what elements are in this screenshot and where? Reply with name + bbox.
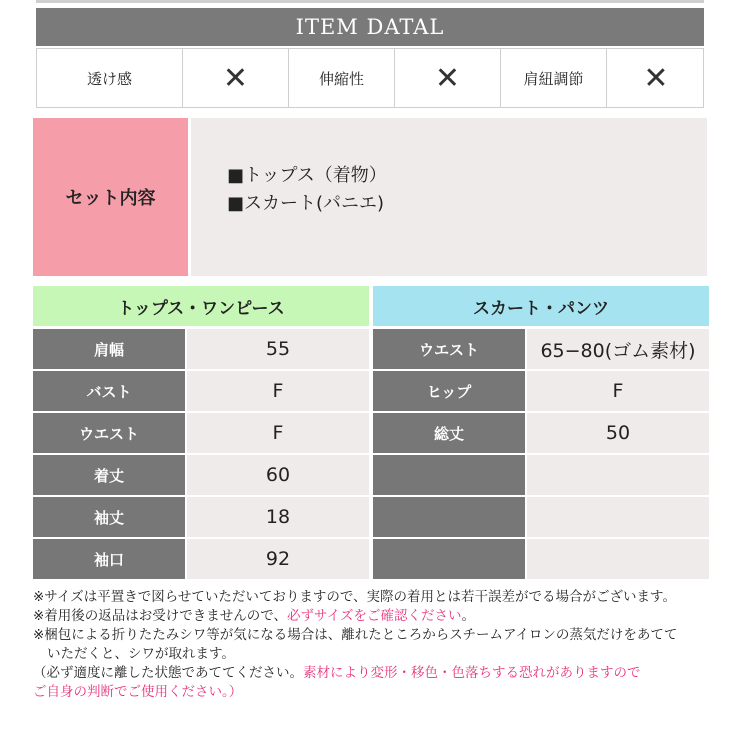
- note-warning: 必ずサイズをご確認ください: [287, 608, 462, 624]
- note-text: 。: [461, 608, 475, 624]
- size-value: F: [527, 371, 709, 411]
- property-label-stretch: 伸縮性: [289, 49, 395, 107]
- note-line: [33, 607, 723, 626]
- note-line: ※サイズは平置きで図らせていただいておりますので、実際の着用とは若干誤差がでる場合がございます。: [33, 589, 676, 605]
- size-label: ヒップ: [373, 371, 525, 411]
- set-item: ■スカート(パニエ): [227, 193, 385, 214]
- table-row: [373, 329, 709, 369]
- table-row: [373, 413, 709, 453]
- skirt-size-header: スカート・パンツ: [373, 286, 709, 326]
- size-value: F: [187, 371, 369, 411]
- tops-size-header: トップス・ワンピース: [33, 286, 369, 326]
- property-value-strap-adjust: [607, 49, 705, 107]
- size-label: 袖丈: [33, 497, 185, 537]
- property-label-transparency: 透け感: [37, 49, 183, 107]
- size-value: 18: [187, 497, 369, 537]
- size-label: ウエスト: [373, 329, 525, 369]
- property-value-transparency: [183, 49, 289, 107]
- size-label: [373, 455, 525, 495]
- size-label: 着丈: [33, 455, 185, 495]
- size-value: [527, 539, 709, 579]
- table-row: [373, 497, 709, 537]
- size-value: 65−80(ゴム素材): [527, 329, 709, 369]
- size-label: [373, 539, 525, 579]
- cross-icon: ✕: [643, 60, 669, 96]
- size-label: [373, 497, 525, 537]
- table-row: [373, 455, 709, 495]
- table-row: [373, 371, 709, 411]
- size-label: 肩幅: [33, 329, 185, 369]
- notes: [33, 588, 723, 702]
- cross-icon: ✕: [434, 60, 461, 96]
- item-detail-header: ITEM DATAL: [36, 8, 704, 46]
- table-row: [373, 539, 709, 579]
- table-row: [33, 497, 369, 537]
- note-line: いただくと、シワが取れます。: [47, 646, 235, 662]
- size-label: バスト: [33, 371, 185, 411]
- properties-table: [36, 48, 704, 108]
- set-contents: [191, 118, 707, 276]
- note-line: [33, 664, 723, 683]
- property-value-stretch: [395, 49, 501, 107]
- note-line: ご自身の判断でご使用ください。）: [33, 684, 243, 700]
- table-row: [33, 455, 369, 495]
- note-line: ※梱包による折りたたみシワ等が気になる場合は、離れたところからスチームアイロンの蒸気だけをあてて: [33, 627, 678, 643]
- size-label: ウエスト: [33, 413, 185, 453]
- set-item: ■トップス（着物）: [227, 165, 387, 186]
- note-text: （必ず適度に離した状態であててください。: [33, 665, 303, 681]
- size-value: [527, 455, 709, 495]
- size-label: 総丈: [373, 413, 525, 453]
- table-row: [33, 413, 369, 453]
- table-row: [33, 539, 369, 579]
- set-contents-label: セット内容: [33, 118, 188, 276]
- cross-icon: ✕: [222, 60, 249, 96]
- table-row: [33, 329, 369, 369]
- size-value: [527, 497, 709, 537]
- top-divider: [36, 0, 704, 3]
- size-value: 92: [187, 539, 369, 579]
- note-warning: 素材により変形・移色・色落ちする恐れがありますので: [303, 665, 641, 681]
- size-value: 55: [187, 329, 369, 369]
- size-label: 袖口: [33, 539, 185, 579]
- note-text: ※着用後の返品はお受けできませんので、: [33, 608, 288, 624]
- property-label-strap-adjust: 肩紐調節: [501, 49, 607, 107]
- size-value: F: [187, 413, 369, 453]
- size-value: 50: [527, 413, 709, 453]
- table-row: [33, 371, 369, 411]
- size-value: 60: [187, 455, 369, 495]
